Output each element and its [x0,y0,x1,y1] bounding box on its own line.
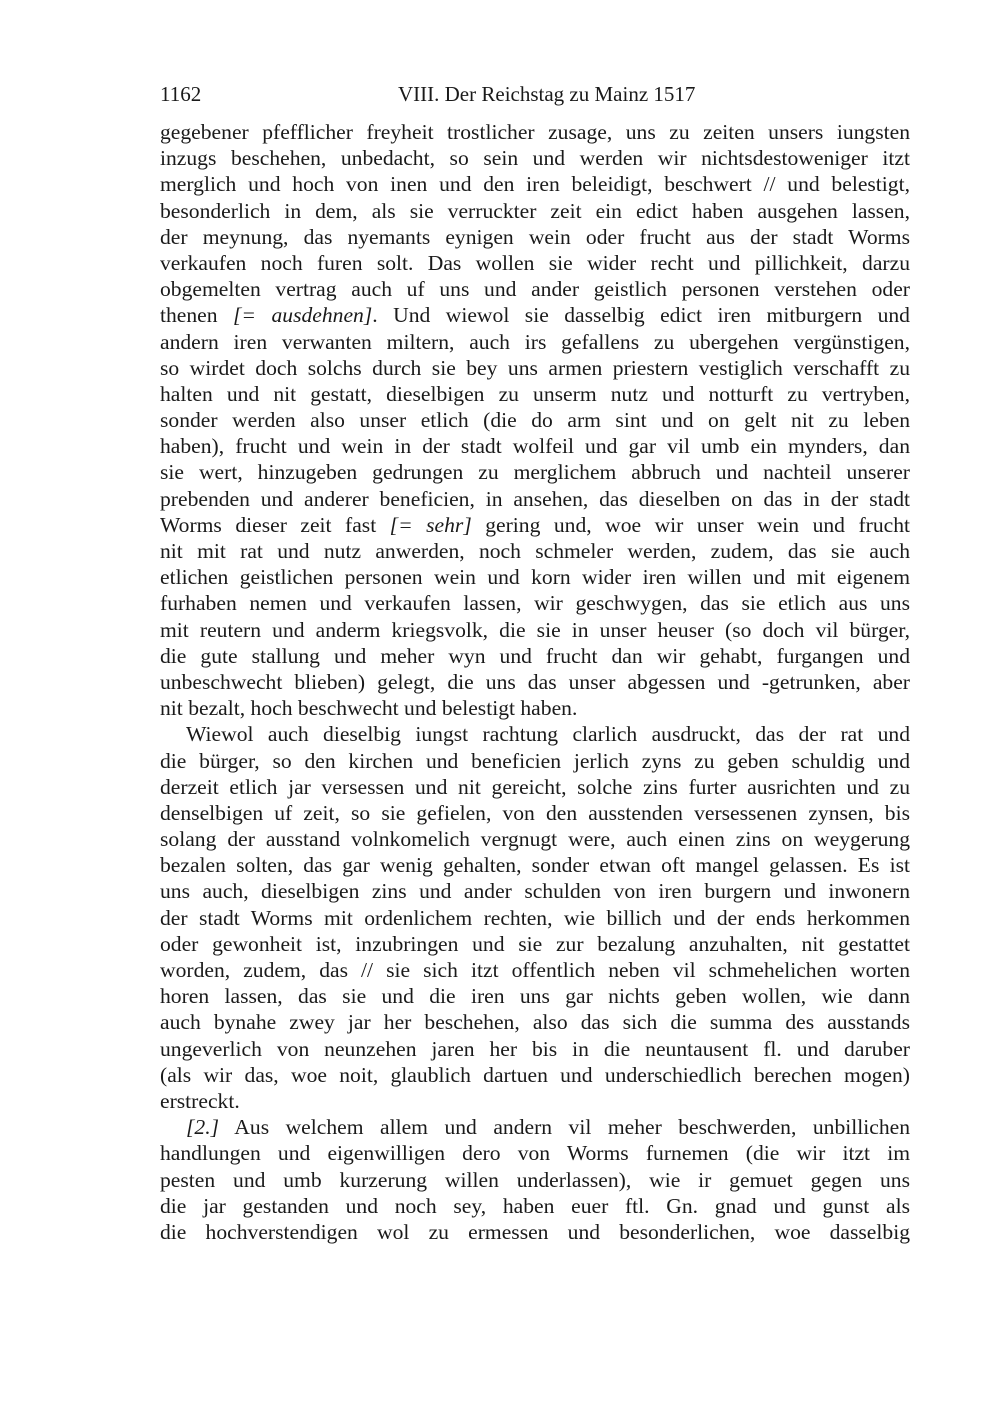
text-line [160,459,910,485]
running-head [160,82,910,106]
text-line [160,826,910,852]
text-span: der stadt Worms mit ordenlichem rechten, wie billich und der ends herkommen [160,905,910,930]
text-line [160,905,910,931]
text-span: horen lassen, das sie und die iren uns gar nichts geben wollen, wie dann [160,984,910,1009]
text-line [160,983,910,1009]
text-span: halten und nit gestatt, dieselbigen zu unserm nutz und notturft zu vertryben, [160,381,910,406]
text-line [160,1062,910,1088]
running-title: VIII. Der Reichstag zu Mainz 1517 [398,82,696,106]
text-span: furhaben nemen und verkaufen lassen, wir geschwygen, das sie etlich aus uns [160,591,910,616]
text-line [160,198,910,224]
text-line [160,957,910,983]
text-span: solang der ausstand volnkomelich vergnugt were, auch einen zins on weygerung [160,827,910,852]
text-line [160,381,910,407]
text-span: etlichen geistlichen personen wein und korn wider iren willen und mit eigenem [160,565,910,590]
text-span: die jar gestanden und noch sey, haben euer ftl. Gn. gnad und gunst als [160,1193,910,1218]
text-span: merglich und hoch von inen und den iren beleidigt, beschwert // und belestigt, [160,172,910,197]
text-line [160,564,910,590]
text-line [160,433,910,459]
text-line [160,145,910,171]
text-line [160,931,910,957]
text-span: auch bynahe zwey jar her beschehen, also das sich die summa des ausstands [160,1010,910,1035]
text-span: ungeverlich von neunzehen jaren her bis in die neuntausent fl. und daruber [160,1036,910,1061]
text-line [160,250,910,276]
text-span: uns auch, dieselbigen zins und ander schulden von iren burgern und inwonern [160,879,910,904]
text-line [160,1219,910,1245]
text-line [160,748,910,774]
text-span: gering und, woe wir unser wein und frucht [471,512,910,537]
text-span: . Und wiewol sie dasselbig edict iren mitburgern und [372,303,910,328]
text-line [160,590,910,616]
body-text [160,119,910,1245]
text-line [160,695,910,721]
text-line [160,355,910,381]
text-span: derzeit etlich jar versessen und nit gereicht, solche zins furter ausrichten und zu [160,774,910,799]
text-line [160,329,910,355]
text-line [160,486,910,512]
text-span: Worms dieser zeit fast [160,512,390,537]
text-line [160,800,910,826]
text-span: obgemelten vertrag auch uf uns und ander geistlich personen verstehen oder [160,277,910,302]
text-span: handlungen und eigenwilligen dero von Worms furnemen (die wir itzt im [160,1141,910,1166]
text-span: thenen [160,303,234,328]
text-line [160,119,910,145]
text-line [160,669,910,695]
text-span: sonder werden also unser etlich (die do arm sint und on gelt nit zu leben [160,408,910,433]
text-span: die bürger, so den kirchen und beneficien jerlich zyns zu geben schuldig und [160,748,910,773]
text-span: prebenden und anderer beneficien, in ansehen, das dieselben on das in der stadt [160,486,910,511]
text-span: sie wert, hinzugeben gedrungen zu merglichem abbruch und nachteil unserer [160,460,910,485]
text-line [160,1036,910,1062]
text-span: haben), frucht und wein in der stadt wolfeil und gar vil umb ein mynders, dan [160,434,910,459]
text-line [160,1167,910,1193]
editorial-note: [= sehr] [389,512,472,537]
text-line [160,171,910,197]
editorial-note: [2.] [186,1115,220,1140]
text-line [160,852,910,878]
text-line [160,878,910,904]
page-number: 1162 [160,82,202,106]
text-span: die gute stallung und meher wyn und frucht dan wir gehabt, furgangen und [160,643,910,668]
text-span: nit bezalt, hoch beschwecht und belestigt haben. [160,696,578,721]
text-span: Wiewol auch dieselbig iungst rachtung clarlich ausdruckt, das der rat und [186,722,910,747]
text-span: unbeschwecht blieben) gelegt, die uns das unser abgessen und -getrunken, aber [160,669,910,694]
text-span: bezalen solten, das gar wenig gehalten, sonder etwan oft mangel gelassen. Es ist [160,853,910,878]
text-span: worden, zudem, das // sie sich itzt offentlich neben vil schmehelichen worten [160,958,910,982]
editorial-note: [= ausdehnen] [233,303,373,328]
text-line [160,1088,910,1114]
text-span: Aus welchem allem und andern vil meher beschwerden, unbillichen [219,1115,910,1140]
text-span: gegebener pfefflicher freyheit trostlicher zusage, uns zu zeiten unsers iungsten [160,120,910,144]
text-line [160,276,910,302]
text-span: (als wir das, woe noit, glaublich dartuen und underschiedlich berechen mogen) [160,1062,910,1087]
text-line [160,302,910,328]
text-line [160,1193,910,1219]
text-span: oder gewonheit ist, inzubringen und sie zur bezalung anzuhalten, nit gestattet [160,931,910,956]
text-line [160,1009,910,1035]
text-line [160,538,910,564]
text-span: verkaufen noch furen solt. Das wollen sie wider recht und pillichkeit, darzu [160,250,910,275]
text-line [160,617,910,643]
text-line [160,1140,910,1166]
text-line [160,721,910,747]
text-span: mit reutern und anderm kriegsvolk, die sie in unser heuser (so doch vil bürger, [160,617,910,642]
text-line [160,512,910,538]
text-line [160,224,910,250]
text-span: andern iren verwanten miltern, auch irs gefallens zu ubergehen vergünstigen, [160,329,910,354]
text-line [160,774,910,800]
text-span: inzugs beschehen, unbedacht, so sein und werden wir nichtsdestoweniger itzt [160,146,910,171]
text-line [160,643,910,669]
text-span: erstreckt. [160,1088,240,1113]
text-line [160,407,910,433]
text-line [160,1114,910,1140]
text-span: denselbigen uf zeit, so sie gefielen, von den ausstenden versessenen zynsen, bis [160,800,910,825]
text-span: die hochverstendigen wol zu ermessen und besonderlichen, woe dasselbig [160,1219,910,1244]
text-span: so wirdet doch solchs durch sie bey uns armen priestern vestiglich verschafft zu [160,355,910,380]
text-span: pesten und umb kurzerung willen underlassen), wie ir gemuet gegen uns [160,1167,910,1192]
text-span: der meynung, das nyemants eynigen wein oder frucht aus der stadt Worms [160,224,910,249]
text-span: nit mit rat und nutz anwerden, noch schmeler werden, zudem, das sie auch [160,539,910,563]
text-span: besonderlich in dem, als sie verruckter zeit ein edict haben ausgehen lassen, [160,198,910,223]
